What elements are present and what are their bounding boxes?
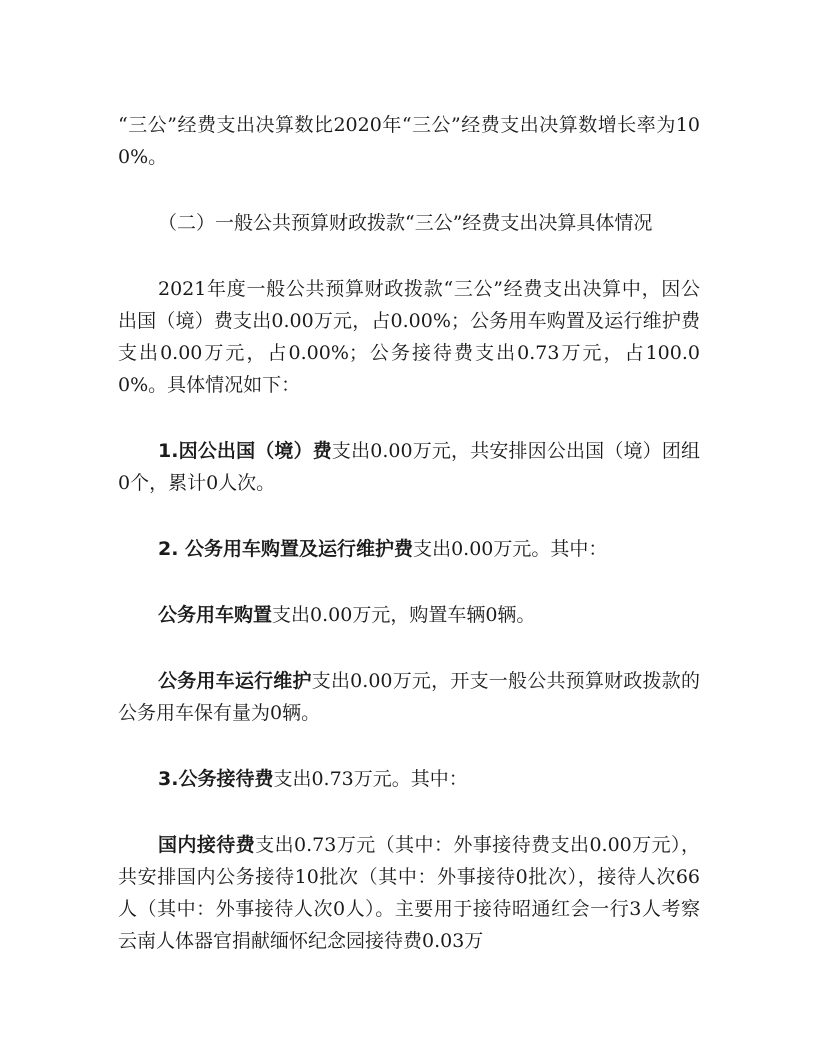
reception-title: 3.公务接待费 — [158, 768, 274, 790]
vehicle-purchase-text: 支出0.00万元，购置车辆0辆。 — [272, 604, 536, 626]
overseas-text: 支出0.00万元，共安排因公出国（境）团组0个，累计0人次。 — [118, 440, 700, 494]
section-heading-text: （二）一般公共预算财政拨款“三公”经费支出决算具体情况 — [158, 212, 653, 234]
domestic-reception-title: 国内接待费 — [158, 834, 256, 856]
reception-text: 支出0.73万元。其中： — [273, 768, 468, 790]
vehicle-purchase-title: 公务用车购置 — [158, 604, 273, 626]
paragraph-vehicle-maintenance — [118, 665, 700, 729]
paragraph-reception — [118, 763, 700, 795]
paragraph-domestic-reception — [118, 829, 700, 957]
vehicle-title: 2. 公务用车购置及运行维护费 — [158, 538, 414, 560]
vehicle-maintenance-text: 支出0.00万元，开支一般公共预算财政拨款的公务用车保有量为0辆。 — [118, 670, 700, 724]
paragraph-vehicle-purchase — [118, 599, 700, 631]
paragraph-growth-rate — [118, 109, 700, 173]
growth-rate-text: “三公”经费支出决算数比2020年“三公”经费支出决算数增长率为100%。 — [118, 114, 700, 168]
vehicle-text: 支出0.00万元。其中： — [413, 538, 608, 560]
paragraph-overseas — [118, 435, 700, 499]
domestic-reception-text: 支出0.73万元（其中：外事接待费支出0.00万元），共安排国内公务接待10批次（其中：外事接待0批次），接待人次66人（其中：外事接待人次0人）。主要用于接待昭通红会一行3人考察云南人体器官捐献缅怀纪念园接待费0.03万 — [118, 834, 700, 952]
document-body — [118, 109, 700, 957]
summary-text: 2021年度一般公共预算财政拨款“三公”经费支出决算中，因公出国（境）费支出0.00万元，占0.00%；公务用车购置及运行维护费支出0.00万元，占0.00%；公务接待费支出0.73万元，占100.00%。具体情况如下： — [118, 278, 700, 396]
paragraph-vehicle — [118, 533, 700, 565]
vehicle-maintenance-title: 公务用车运行维护 — [158, 670, 312, 692]
overseas-title: 1.因公出国（境）费 — [158, 440, 332, 462]
section-heading-2 — [118, 207, 700, 239]
paragraph-summary — [118, 273, 700, 401]
